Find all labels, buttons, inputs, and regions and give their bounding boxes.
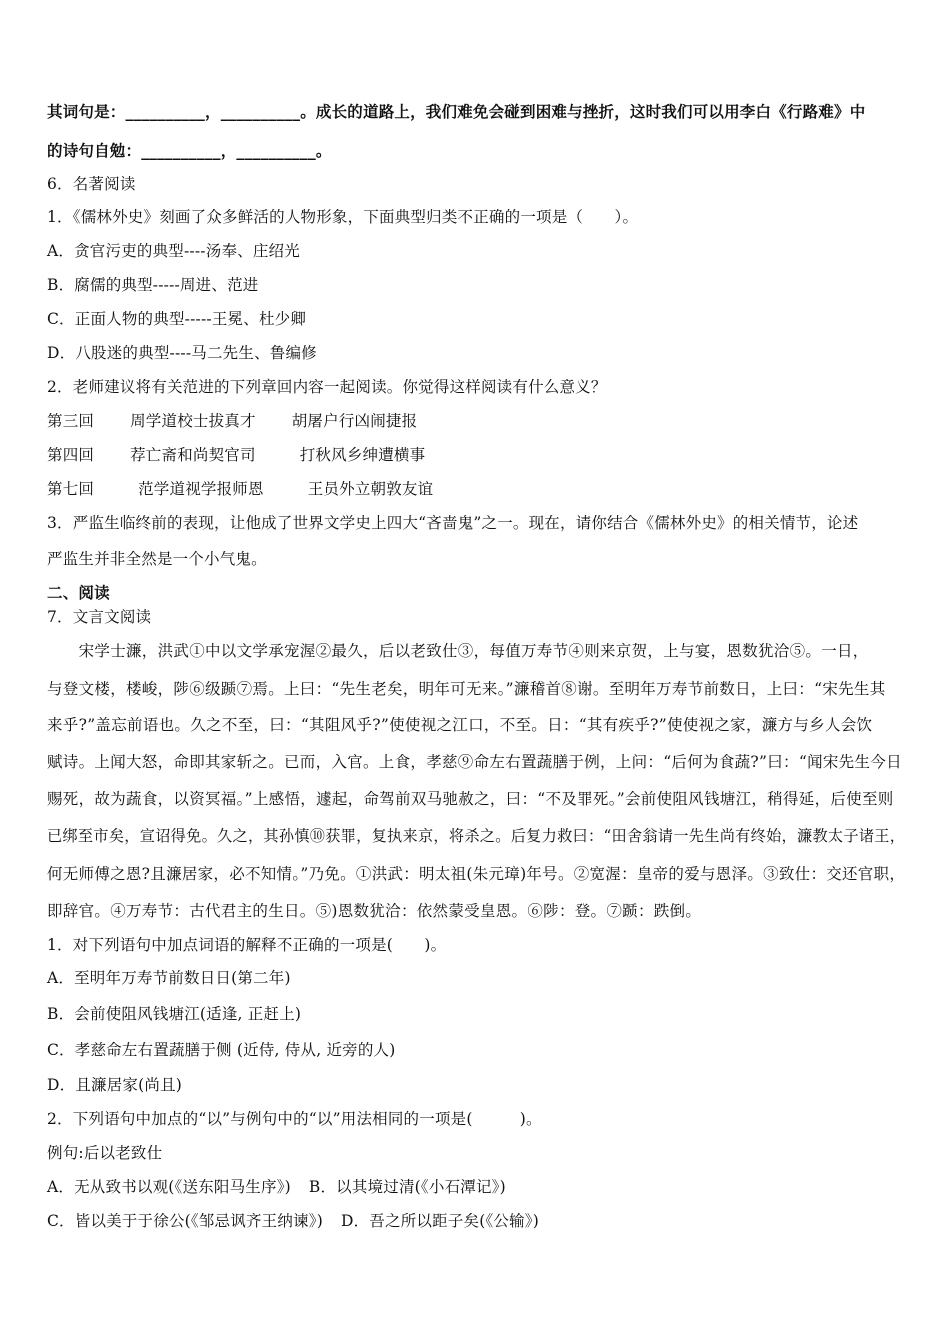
- q7-q2-example: 例句:后以老致仕: [47, 1144, 163, 1162]
- q7-question-2: 2．下列语句中加点的“以”与例句中的“以”用法相同的一项是( )。: [47, 1110, 542, 1128]
- chapter-row-4: [47, 445, 425, 465]
- section-heading-reading: 二、阅读: [47, 583, 110, 602]
- intro-line-1: 其词句是：__________，__________。成长的道路上，我们难免会碰到困难与挫折，这时我们可以用李白《行路难》中: [47, 102, 866, 121]
- q7-q1-option-d: D．且濂居家(尚且): [47, 1076, 183, 1094]
- classical-text-line-4: 赋诗。上闻大怒，命即其家斩之。已而，入官。上食，孝慈⑨命左右置蔬膳于例，上问：“后何为食蔬?”曰：“闻宋先生今日: [47, 753, 902, 771]
- q7-q2-options-row-1: [47, 1177, 506, 1197]
- q6-option-b: B．腐儒的典型-----周进、范进: [47, 276, 259, 294]
- classical-text-line-8: 即辞官。④万寿节：古代君主的生日。⑤)恩数犹洽：依然蒙受皇恩。⑥陟：登。⑦踬：跌倒。: [47, 902, 702, 920]
- chapter-number: 第三回: [47, 412, 95, 430]
- chapter-number: 第七回: [47, 480, 95, 498]
- q7-q1-option-a: A．至明年万寿节前数日日(第二年): [47, 969, 291, 987]
- q7-q2-option-a: A．无从致书以观(《送东阳马生序》): [47, 1178, 291, 1196]
- q7-q2-option-d: D．吾之所以距子矣(《公输》): [340, 1212, 539, 1230]
- q6-title: 6．名著阅读: [47, 175, 136, 193]
- chapter-row-3: [47, 411, 417, 431]
- chapter-title-b: 胡屠户行凶闹捷报: [291, 412, 418, 430]
- classical-text-line-3: 来乎?”盖忘前语也。久之不至，曰：“其阻风乎?”使使视之江口，不至。日：“其有疾乎?”使使视之家，濂方与乡人会饮: [47, 716, 873, 734]
- classical-text-line-1: 宋学士濂，洪武①中以文学承宠渥②最久，后以老致仕③，每值万寿节④则来京贺，上与宴，恩数犹洽⑤。一日，: [47, 642, 869, 660]
- q6-option-c: C．正面人物的典型-----王冕、杜少卿: [47, 310, 307, 328]
- q6-question-1: 1．《儒林外史》刻画了众多鲜活的人物形象，下面典型归类不正确的一项是（ ）。: [47, 208, 639, 226]
- chapter-number: 第四回: [47, 446, 95, 464]
- q6-question-2: 2．老师建议将有关范进的下列章回内容一起阅读。你觉得这样阅读有什么意义？: [47, 378, 607, 396]
- chapter-title-a: 周学道校士拔真才: [130, 412, 256, 430]
- chapter-title-b: 王员外立朝敦友谊: [307, 480, 434, 498]
- q7-q2-options-row-2: [47, 1211, 539, 1231]
- q6-option-a: A．贪官污吏的典型----汤奉、庄绍光: [47, 242, 300, 260]
- classical-text-line-6: 已绑至市矣，宣诏得免。久之，其孙慎⑩获罪，复执来京，将杀之。后复力救曰：“田舍翁请一先生尚有终始，濂教太子诸王，: [47, 827, 906, 845]
- q7-q1-option-c: C．孝慈命左右置蔬膳于侧 (近侍, 侍从, 近旁的人): [47, 1041, 396, 1059]
- q7-title: 7．文言文阅读: [47, 608, 152, 626]
- classical-text-line-2: 与登文楼，楼峻，陟⑥级踬⑦焉。上曰：“先生老矣，明年可无来。”濂稽首⑧谢。至明年万寿节前数日，上曰：“宋先生其: [47, 680, 886, 698]
- q7-q2-option-b: B．以其境过清(《小石潭记》): [308, 1178, 506, 1196]
- classical-text-line-5: 赐死，故为蔬食，以资冥福。”上感悟，遽起，命驾前双马驰赦之，曰：“不及罪死。”会前使阻风钱塘江，稍得延，后使至则: [47, 790, 894, 808]
- q6-question-3-line-2: 严监生并非全然是一个小气鬼。: [47, 550, 267, 568]
- chapter-title-a: 荐亡斋和尚契官司: [130, 446, 256, 464]
- intro-line-2: 的诗句自勉：__________，__________。: [47, 141, 332, 160]
- q6-question-3-line-1: 3．严监生临终前的表现，让他成了世界文学史上四大“吝啬鬼”之一。现在，请你结合《儒林外史》的相关情节，论述: [47, 514, 859, 532]
- chapter-row-7: [47, 479, 433, 499]
- q7-q1-option-b: B．会前使阻风钱塘江(适逢, 正赶上): [47, 1005, 302, 1023]
- q6-option-d: D．八股迷的典型----马二先生、鲁编修: [47, 344, 317, 362]
- q7-question-1: 1．对下列语句中加点词语的解释不正确的一项是( )。: [47, 936, 447, 954]
- q7-q2-option-c: C．皆以美于于徐公(《邹忌讽齐王纳谏》): [47, 1212, 323, 1230]
- chapter-title-a: 范学道视学报师恩: [138, 480, 264, 498]
- chapter-title-b: 打秋风乡绅遭横事: [299, 446, 426, 464]
- classical-text-line-7: 何无师傅之恩?且濂居家，必不知情。”乃免。①洪武：明太祖(朱元璋)年号。②宽渥：皇帝的爱与恩泽。③致仕：交还官职，: [47, 865, 906, 883]
